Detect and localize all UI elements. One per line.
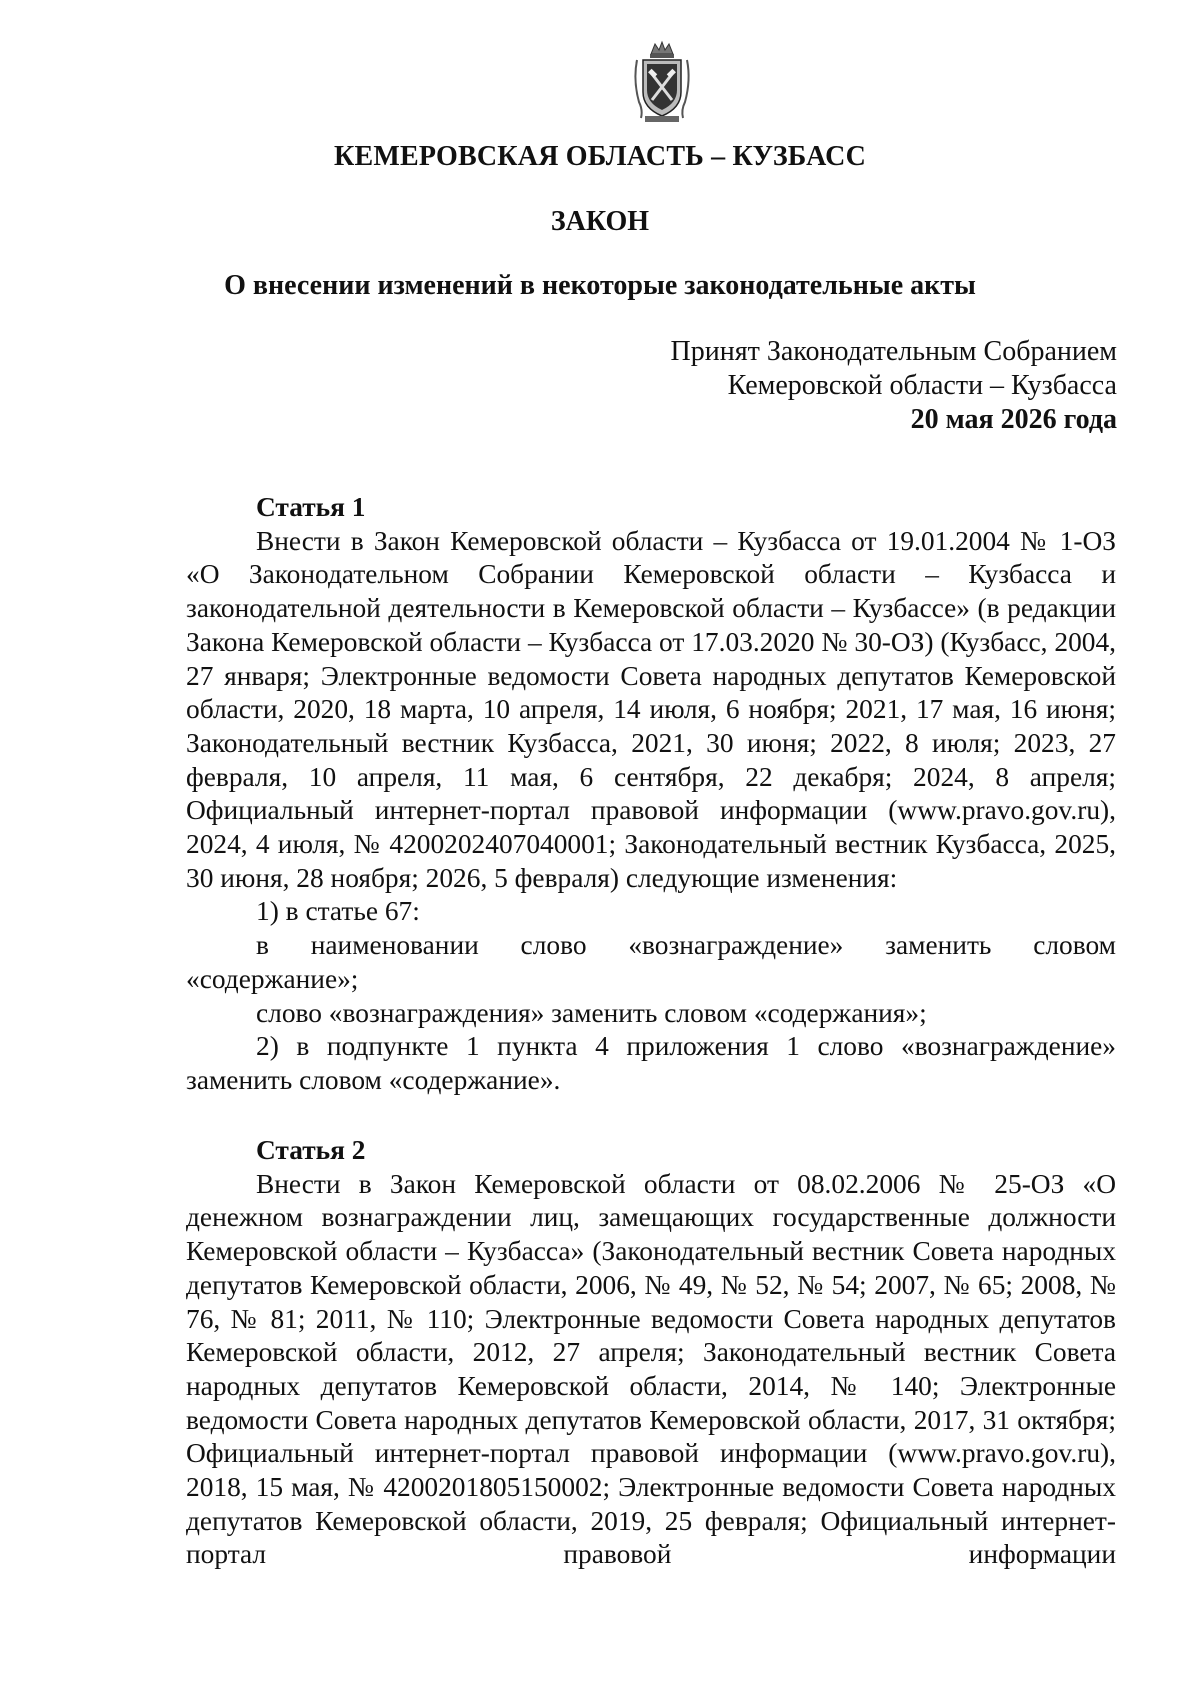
article-1-intro: Внести в Закон Кемеровской области – Кузбасса от 19.01.2004 № 1-ОЗ «О Законодательном Собрании Кемеровской области – Кузбасса и законодательной деятельности в Кемеровской области – Кузбассе» (в редакции Закона Кемеровской области – Кузбасса от 17.03.2020 № 30-ОЗ) (Кузбасс, 2004, 27 января; Электронные ведомости Совета народных депутатов Кемеровской области, 2020, 18 марта, 10 апреля, 14 июля, 6 ноября; 2021, 17 мая, 16 июня; Законодательный вестник Кузбасса, 2021, 30 июня; 2022, 8 июля; 2023, 27 февраля, 10 апреля, 11 мая, 6 сентября, 22 декабря; 2024, 8 апреля; Официальный интернет-портал правовой информации (www.pravo.gov.ru), 2024, 4 июля, № 4200202407040001; Законодательный вестник Кузбасса, 2025, 30 июня, 28 ноября; 2026, 5 февраля) следующие изменения: [186, 525, 1116, 893]
article-1-item-1: 1) в статье 67: [256, 896, 420, 927]
article-2 [186, 1134, 1116, 1572]
document-subject: О внесении изменений в некоторые законодательные акты [224, 270, 976, 301]
document-type: ЗАКОН [550, 206, 650, 237]
coat-of-arms-icon [631, 40, 693, 124]
article-1-item-1a: в наименовании слово «вознаграждение» заменить словом «содержание»; [186, 930, 1116, 994]
adoption-line-2: Кемеровской области – Кузбасса [727, 370, 1117, 401]
article-1 [186, 491, 1116, 1098]
article-1-body [186, 525, 1116, 1098]
region-title: КЕМЕРОВСКАЯ ОБЛАСТЬ – КУЗБАСС [333, 141, 867, 172]
adoption-block [671, 335, 1117, 437]
article-1-item-2: 2) в подпункте 1 пункта 4 приложения 1 слово «вознаграждение» заменить словом «содержание». [186, 1031, 1116, 1095]
article-1-title: Статья 1 [256, 492, 366, 522]
adoption-line-1: Принят Законодательным Собранием [670, 336, 1117, 367]
article-2-intro: Внести в Закон Кемеровской области от 08.02.2006 № 25-ОЗ «О денежном вознаграждении лиц, замещающих государственные должности Кемеровской области – Кузбасса» (Законодательный вестник Совета народных депутатов Кемеровской области, 2006, № 49, № 52, № 54; 2007, № 65; 2008, № 76, № 81; 2011, № 110; Электронные ведомости Совета народных депутатов Кемеровской области, 2012, 27 апреля; Законодательный вестник Совета народных депутатов Кемеровской области, 2014, № 140; Электронные ведомости Совета народных депутатов Кемеровской области, 2017, 31 октября; Официальный интернет-портал правовой информации (www.pravo.gov.ru), 2018, 15 мая, № 4200201805150002; Электронные ведомости Совета народных депутатов Кемеровской области, 2019, 25 февраля; Официальный интернет-портал правовой информации [186, 1168, 1116, 1570]
adoption-date: 20 мая 2026 года [910, 404, 1117, 435]
article-2-title: Статья 2 [256, 1135, 366, 1165]
article-2-body [186, 1168, 1116, 1572]
article-1-item-1b: слово «вознаграждения» заменить словом «содержания»; [256, 997, 927, 1028]
